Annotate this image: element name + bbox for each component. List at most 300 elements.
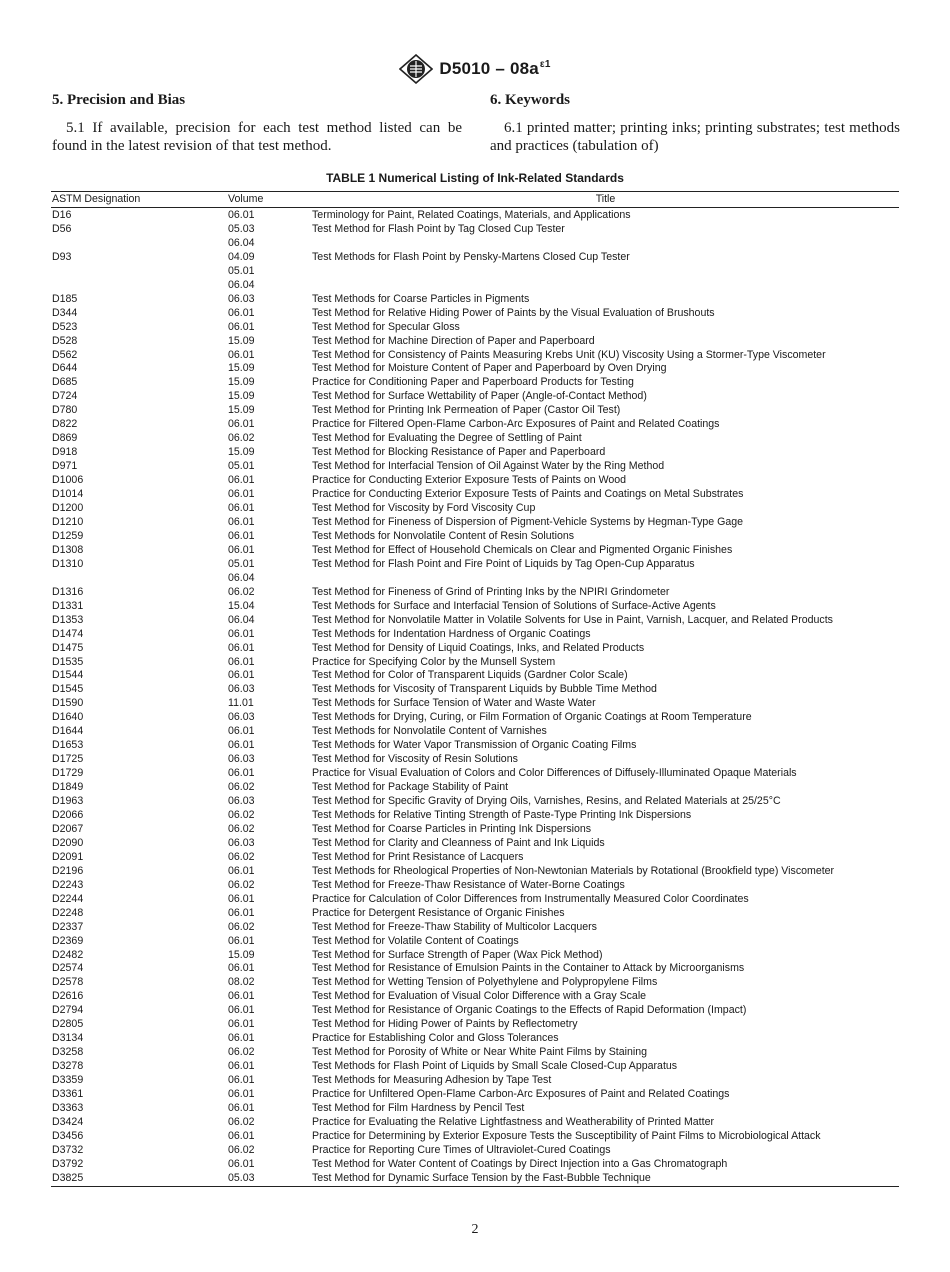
volume-value: 06.01 xyxy=(228,1157,255,1170)
designation-cell: D2805 xyxy=(52,1018,84,1031)
volume-value: 06.03 xyxy=(228,836,255,849)
table-row xyxy=(51,739,899,753)
volume-cell xyxy=(228,823,312,837)
volume-cell xyxy=(228,949,312,963)
volume-value: 06.01 xyxy=(228,767,255,780)
volume-value: 06.01 xyxy=(228,864,255,877)
table-row xyxy=(51,1144,899,1158)
volume-value: 06.01 xyxy=(228,627,255,640)
volume-cell xyxy=(228,474,312,488)
designation-cell: D869 xyxy=(52,432,78,445)
title-cell: Practice for Determining by Exterior Exposure Tests the Susceptibility of Paint Films to Microbiological Attack xyxy=(312,1129,821,1142)
table-row xyxy=(51,669,899,683)
table-row xyxy=(51,1102,899,1116)
designation-cell: D971 xyxy=(52,460,78,473)
designation-cell: D1210 xyxy=(52,515,84,528)
volume-cell xyxy=(228,1032,312,1046)
table-row xyxy=(51,516,899,530)
designation-cell: D344 xyxy=(52,306,78,319)
table-row xyxy=(51,935,899,949)
title-cell: Test Methods for Measuring Adhesion by Tape Test xyxy=(312,1074,552,1087)
section-paragraph: 5.1 If available, precision for each test method listed can be found in the latest revision of that test method. xyxy=(52,120,462,154)
volume-cell xyxy=(228,251,312,293)
volume-cell xyxy=(228,1088,312,1102)
volume-value: 06.04 xyxy=(228,278,255,291)
volume-value: 06.01 xyxy=(228,1060,255,1073)
epsilon-superscript: ε1 xyxy=(539,59,551,71)
designation-cell: D1331 xyxy=(52,599,84,612)
volume-value: 06.01 xyxy=(228,418,255,431)
designation-cell: D1308 xyxy=(52,543,84,556)
volume-value: 06.01 xyxy=(228,502,255,515)
designation-cell: D1590 xyxy=(52,697,84,710)
volume-value: 06.04 xyxy=(228,571,255,584)
title-cell: Practice for Specifying Color by the Munsell System xyxy=(312,655,556,668)
designation-cell: D2248 xyxy=(52,906,84,919)
designation-cell: D2616 xyxy=(52,990,84,1003)
volume-cell xyxy=(228,893,312,907)
title-cell: Test Methods for Flash Point of Liquids by Small Scale Closed-Cup Apparatus xyxy=(312,1060,678,1073)
table-row xyxy=(51,865,899,879)
title-cell: Test Method for Fineness of Dispersion of Pigment-Vehicle Systems by Hegman-Type Gage xyxy=(312,515,744,528)
volume-cell xyxy=(228,1158,312,1172)
designation-cell: D2369 xyxy=(52,934,84,947)
title-cell: Test Methods for Indentation Hardness of Organic Coatings xyxy=(312,627,591,640)
table-row xyxy=(51,893,899,907)
volume-cell xyxy=(228,1130,312,1144)
title-cell: Test Method for Relative Hiding Power of Paints by the Visual Evaluation of Brushouts xyxy=(312,306,715,319)
table-row xyxy=(51,418,899,432)
title-cell: Test Method for Wetting Tension of Polyethylene and Polypropylene Films xyxy=(312,976,658,989)
title-cell: Practice for Calculation of Color Differences from Instrumentally Measured Color Coordinates xyxy=(312,892,749,905)
designation-cell: D918 xyxy=(52,446,78,459)
table-row xyxy=(51,432,899,446)
volume-value: 06.02 xyxy=(228,1143,255,1156)
designation-cell: D2482 xyxy=(52,948,84,961)
title-cell: Test Method for Evaluating the Degree of Settling of Paint xyxy=(312,432,582,445)
volume-value: 06.02 xyxy=(228,1115,255,1128)
table-row xyxy=(51,711,899,725)
title-cell: Test Methods for Flash Point by Pensky-Martens Closed Cup Tester xyxy=(312,250,630,263)
volume-cell xyxy=(228,1046,312,1060)
volume-value: 04.09 xyxy=(228,250,255,263)
table-row xyxy=(51,628,899,642)
designation-cell: D3792 xyxy=(52,1157,84,1170)
table-row xyxy=(51,907,899,921)
volume-value: 06.01 xyxy=(228,488,255,501)
table-row xyxy=(51,335,899,349)
table-row xyxy=(51,767,899,781)
designation-cell: D822 xyxy=(52,418,78,431)
designation-cell: D3732 xyxy=(52,1143,84,1156)
volume-value: 06.03 xyxy=(228,711,255,724)
title-cell: Terminology for Paint, Related Coatings, Materials, and Applications xyxy=(312,209,631,221)
designation-cell: D2243 xyxy=(52,878,84,891)
designation-cell: D2337 xyxy=(52,920,84,933)
designation-cell: D780 xyxy=(52,404,78,417)
designation-cell: D3456 xyxy=(52,1129,84,1142)
table-row xyxy=(51,321,899,335)
designation-cell: D685 xyxy=(52,376,78,389)
designation-cell: D523 xyxy=(52,320,78,333)
volume-cell xyxy=(228,307,312,321)
designation-cell: D1653 xyxy=(52,739,84,752)
table-row xyxy=(51,1018,899,1032)
volume-value: 15.09 xyxy=(228,446,255,459)
table-row xyxy=(51,349,899,363)
title-cell: Practice for Detergent Resistance of Organic Finishes xyxy=(312,906,565,919)
title-cell: Test Method for Nonvolatile Matter in Volatile Solvents for Use in Paint, Varnish, Lacquer, and Related Products xyxy=(312,613,833,626)
table-row xyxy=(51,725,899,739)
volume-cell xyxy=(228,600,312,614)
table-row xyxy=(51,446,899,460)
title-cell: Practice for Conditioning Paper and Paperboard Products for Testing xyxy=(312,376,634,389)
designation-cell: D1474 xyxy=(52,627,84,640)
title-cell: Practice for Unfiltered Open-Flame Carbon-Arc Exposures of Paint and Related Coatings xyxy=(312,1088,730,1101)
table-row xyxy=(51,851,899,865)
volume-cell xyxy=(228,209,312,223)
volume-cell xyxy=(228,335,312,349)
title-cell: Test Method for Interfacial Tension of Oil Against Water by the Ring Method xyxy=(312,460,665,473)
title-cell: Test Method for Viscosity by Ford Viscosity Cup xyxy=(312,502,536,515)
volume-cell xyxy=(228,362,312,376)
volume-cell xyxy=(228,837,312,851)
volume-value: 05.01 xyxy=(228,460,255,473)
header-volume: Volume xyxy=(228,193,264,205)
title-cell: Test Method for Fineness of Grind of Printing Inks by the NPIRI Grindometer xyxy=(312,585,670,598)
title-cell: Test Method for Package Stability of Paint xyxy=(312,781,509,794)
volume-value: 06.02 xyxy=(228,920,255,933)
designation-cell: D56 xyxy=(52,222,72,235)
volume-cell xyxy=(228,1172,312,1186)
table-row xyxy=(51,460,899,474)
table-row xyxy=(51,1116,899,1130)
designation-cell: D3424 xyxy=(52,1115,84,1128)
volume-cell xyxy=(228,460,312,474)
volume-value: 06.01 xyxy=(228,1032,255,1045)
volume-value: 15.09 xyxy=(228,948,255,961)
volume-value: 06.01 xyxy=(228,1088,255,1101)
volume-value: 06.01 xyxy=(228,306,255,319)
table-row xyxy=(51,1074,899,1088)
title-cell: Test Methods for Coarse Particles in Pigments xyxy=(312,292,530,305)
title-cell: Test Methods for Surface Tension of Water and Waste Water xyxy=(312,697,596,710)
title-cell: Test Methods for Water Vapor Transmission of Organic Coating Films xyxy=(312,739,637,752)
title-cell: Test Method for Dynamic Surface Tension by the Fast-Bubble Technique xyxy=(312,1171,651,1184)
volume-cell xyxy=(228,321,312,335)
volume-value: 06.04 xyxy=(228,613,255,626)
volume-cell xyxy=(228,223,312,251)
volume-cell xyxy=(228,1004,312,1018)
table-row xyxy=(51,823,899,837)
designation-cell: D1644 xyxy=(52,725,84,738)
page-header xyxy=(0,54,950,84)
title-cell: Practice for Conducting Exterior Exposure Tests of Paints and Coatings on Metal Substrates xyxy=(312,488,744,501)
volume-value: 06.01 xyxy=(228,543,255,556)
title-cell: Test Method for Flash Point by Tag Closed Cup Tester xyxy=(312,222,565,235)
title-cell: Practice for Conducting Exterior Exposure Tests of Paints on Wood xyxy=(312,474,627,487)
volume-value: 06.01 xyxy=(228,1102,255,1114)
volume-value: 06.01 xyxy=(228,990,255,1003)
title-cell: Test Method for Resistance of Organic Coatings to the Effects of Rapid Deformation (Impact) xyxy=(312,1004,747,1017)
section-keywords xyxy=(490,92,900,155)
title-cell: Test Method for Water Content of Coatings by Direct Injection into a Gas Chromatograph xyxy=(312,1157,728,1170)
table-header-row xyxy=(51,192,899,208)
volume-value: 15.09 xyxy=(228,390,255,403)
volume-cell xyxy=(228,656,312,670)
volume-value: 15.09 xyxy=(228,404,255,417)
volume-cell xyxy=(228,935,312,949)
designation-cell: D3363 xyxy=(52,1102,84,1114)
title-cell: Test Method for Printing Ink Permeation of Paper (Castor Oil Test) xyxy=(312,404,621,417)
title-cell: Test Method for Print Resistance of Lacquers xyxy=(312,850,524,863)
page-number: 2 xyxy=(471,1222,479,1237)
volume-cell xyxy=(228,628,312,642)
table-row xyxy=(51,362,899,376)
volume-value: 06.01 xyxy=(228,669,255,682)
title-cell: Test Method for Clarity and Cleanness of Paint and Ink Liquids xyxy=(312,836,605,849)
table-row xyxy=(51,809,899,823)
volume-cell xyxy=(228,1074,312,1088)
volume-value: 06.01 xyxy=(228,641,255,654)
table-row xyxy=(51,879,899,893)
designation-cell: D1545 xyxy=(52,683,84,696)
designation-cell: D1014 xyxy=(52,488,84,501)
designation-cell: D1535 xyxy=(52,655,84,668)
title-cell: Test Method for Viscosity of Resin Solutions xyxy=(312,753,518,766)
volume-value: 05.01 xyxy=(228,264,255,277)
table-row xyxy=(51,390,899,404)
title-cell: Test Method for Hiding Power of Paints by Reflectometry xyxy=(312,1018,578,1031)
volume-cell xyxy=(228,683,312,697)
designation-cell: D562 xyxy=(52,348,78,361)
volume-cell xyxy=(228,1116,312,1130)
volume-value: 06.02 xyxy=(228,585,255,598)
designation-cell: D3134 xyxy=(52,1032,84,1045)
designation-cell: D1259 xyxy=(52,529,84,542)
title-cell: Test Method for Resistance of Emulsion Paints in the Container to Attack by Microorganisms xyxy=(312,962,745,975)
volume-value: 11.01 xyxy=(228,697,254,710)
volume-cell xyxy=(228,432,312,446)
table-row xyxy=(51,990,899,1004)
volume-cell xyxy=(228,851,312,865)
designation-cell: D2196 xyxy=(52,864,84,877)
designation-cell: D1316 xyxy=(52,585,84,598)
designation-cell: D2090 xyxy=(52,836,84,849)
title-cell: Test Methods for Viscosity of Transparent Liquids by Bubble Time Method xyxy=(312,683,657,696)
table-body xyxy=(51,208,899,1186)
volume-value: 06.02 xyxy=(228,878,255,891)
designation-cell: D2244 xyxy=(52,892,84,905)
table-row xyxy=(51,962,899,976)
volume-cell xyxy=(228,1060,312,1074)
volume-cell xyxy=(228,530,312,544)
table-row xyxy=(51,837,899,851)
table-row xyxy=(51,209,899,223)
table-row xyxy=(51,474,899,488)
table-row xyxy=(51,404,899,418)
section-heading: 6. Keywords xyxy=(490,92,570,108)
volume-cell xyxy=(228,767,312,781)
table-row xyxy=(51,781,899,795)
title-cell: Test Method for Surface Wettability of Paper (Angle-of-Contact Method) xyxy=(312,390,647,403)
table-row xyxy=(51,1172,899,1186)
designation-cell: D1544 xyxy=(52,669,84,682)
volume-value: 06.01 xyxy=(228,1129,255,1142)
title-cell: Test Method for Moisture Content of Paper and Paperboard by Oven Drying xyxy=(312,362,667,375)
designation-cell: D1725 xyxy=(52,753,84,766)
title-cell: Test Method for Porosity of White or Near White Paint Films by Staining xyxy=(312,1046,648,1059)
title-cell: Test Methods for Drying, Curing, or Film Formation of Organic Coatings at Room Temperature xyxy=(312,711,752,724)
table-row xyxy=(51,307,899,321)
title-cell: Practice for Visual Evaluation of Colors and Color Differences of Diffusely-Illuminated Opaque Materials xyxy=(312,767,797,780)
volume-value: 06.02 xyxy=(228,850,255,863)
table-row xyxy=(51,697,899,711)
volume-cell xyxy=(228,976,312,990)
table-row xyxy=(51,642,899,656)
document-designation: $D5010 - 08a^{\varepsilon 1}$ xyxy=(439,59,551,78)
volume-value: 06.01 xyxy=(228,1074,255,1087)
title-cell: Test Method for Blocking Resistance of Paper and Paperboard xyxy=(312,446,606,459)
designation-cell: D3258 xyxy=(52,1046,84,1059)
title-cell: Test Method for Specular Gloss xyxy=(312,320,460,333)
title-cell: Test Method for Surface Strength of Paper (Wax Pick Method) xyxy=(312,948,603,961)
title-cell: Test Methods for Nonvolatile Content of Resin Solutions xyxy=(312,529,575,542)
volume-cell xyxy=(228,544,312,558)
volume-value: 06.01 xyxy=(228,962,255,975)
table-row xyxy=(51,976,899,990)
table-row xyxy=(51,530,899,544)
table-row xyxy=(51,656,899,670)
volume-cell xyxy=(228,725,312,739)
title-cell: Test Method for Film Hardness by Pencil Test xyxy=(312,1102,525,1114)
volume-cell xyxy=(228,669,312,683)
table-row xyxy=(51,683,899,697)
volume-value: 06.01 xyxy=(228,209,255,221)
designation-cell: D644 xyxy=(52,362,78,375)
table-row xyxy=(51,753,899,767)
volume-cell xyxy=(228,1018,312,1032)
table-row xyxy=(51,586,899,600)
volume-value: 06.04 xyxy=(228,236,255,249)
designation-cell: D185 xyxy=(52,292,78,305)
volume-value: 06.03 xyxy=(228,795,255,808)
designation-cell: D1849 xyxy=(52,781,84,794)
designation-cell: D1475 xyxy=(52,641,84,654)
volume-cell xyxy=(228,390,312,404)
volume-value: 06.02 xyxy=(228,1046,255,1059)
designation-cell: D16 xyxy=(52,209,72,221)
volume-cell xyxy=(228,879,312,893)
table-row xyxy=(51,376,899,390)
title-cell: Test Method for Specific Gravity of Drying Oils, Varnishes, Resins, and Related Materials at 25/25°C xyxy=(312,795,781,808)
volume-value: 06.01 xyxy=(228,529,255,542)
volume-value: 06.01 xyxy=(228,348,255,361)
title-cell: Practice for Filtered Open-Flame Carbon-Arc Exposures of Paint and Related Coatings xyxy=(312,418,720,431)
title-cell: Test Methods for Surface and Interfacial Tension of Solutions of Surface-Active Agents xyxy=(312,599,716,612)
volume-cell xyxy=(228,907,312,921)
title-cell: Test Method for Density of Liquid Coatings, Inks, and Related Products xyxy=(312,641,645,654)
volume-cell xyxy=(228,990,312,1004)
volume-value: 06.02 xyxy=(228,432,255,445)
section-paragraph: 6.1 printed matter; printing inks; printing substrates; test methods and practices (tabulation of) xyxy=(490,120,900,154)
volume-cell xyxy=(228,516,312,530)
volume-cell xyxy=(228,865,312,879)
volume-cell xyxy=(228,1144,312,1158)
volume-value: 15.04 xyxy=(228,599,255,612)
designation-cell: D528 xyxy=(52,334,78,347)
title-cell: Practice for Establishing Color and Gloss Tolerances xyxy=(312,1032,559,1045)
designation-cell: D724 xyxy=(52,390,78,403)
volume-value: 05.03 xyxy=(228,1171,255,1184)
designation-cell: D3825 xyxy=(52,1171,84,1184)
volume-cell xyxy=(228,962,312,976)
table-row xyxy=(51,1158,899,1172)
volume-cell xyxy=(228,809,312,823)
volume-cell xyxy=(228,711,312,725)
table-row xyxy=(51,488,899,502)
volume-value: 06.01 xyxy=(228,515,255,528)
volume-value: 06.01 xyxy=(228,655,255,668)
title-cell: Test Methods for Nonvolatile Content of Varnishes xyxy=(312,725,547,738)
table-row xyxy=(51,1130,899,1144)
volume-cell xyxy=(228,1102,312,1116)
section-heading: 5. Precision and Bias xyxy=(52,92,186,108)
table-row xyxy=(51,558,899,586)
volume-cell xyxy=(228,781,312,795)
volume-value: 06.01 xyxy=(228,725,255,738)
title-cell: Test Method for Volatile Content of Coatings xyxy=(312,934,519,947)
table-row xyxy=(51,293,899,307)
volume-cell xyxy=(228,418,312,432)
volume-value: 06.01 xyxy=(228,739,255,752)
volume-cell xyxy=(228,697,312,711)
table-row xyxy=(51,1088,899,1102)
table-row xyxy=(51,1060,899,1074)
title-cell: Test Method for Freeze-Thaw Resistance of Water-Borne Coatings xyxy=(312,878,625,891)
volume-value: 06.01 xyxy=(228,1004,255,1017)
table-row xyxy=(51,251,899,293)
volume-value: 06.01 xyxy=(228,1018,255,1031)
designation-cell: D2091 xyxy=(52,850,84,863)
volume-cell xyxy=(228,502,312,516)
designation-cell: D2067 xyxy=(52,822,84,835)
table-row xyxy=(51,795,899,809)
volume-cell xyxy=(228,488,312,502)
table-row xyxy=(51,544,899,558)
table-row xyxy=(51,949,899,963)
volume-cell xyxy=(228,642,312,656)
designation-cell: D1006 xyxy=(52,474,84,487)
title-cell: Test Methods for Rheological Properties of Non-Newtonian Materials by Rotational (Brookfield type) Viscometer xyxy=(312,864,835,877)
table-title: TABLE 1 Numerical Listing of Ink-Related Standards xyxy=(326,171,624,185)
volume-cell xyxy=(228,376,312,390)
volume-cell xyxy=(228,921,312,935)
title-cell: Practice for Reporting Cure Times of Ultraviolet-Cured Coatings xyxy=(312,1143,611,1156)
volume-value: 06.02 xyxy=(228,781,255,794)
title-cell: Test Method for Consistency of Paints Measuring Krebs Unit (KU) Viscosity Using a Stormer-Type Viscometer xyxy=(312,348,826,361)
designation-cell: D3361 xyxy=(52,1088,84,1101)
designation-cell: D1310 xyxy=(52,557,84,570)
table-row xyxy=(51,1032,899,1046)
designation-cell: D2574 xyxy=(52,962,84,975)
standards-table xyxy=(51,191,899,1187)
volume-value: 06.03 xyxy=(228,753,255,766)
designation-cell: D2578 xyxy=(52,976,84,989)
title-cell: Test Methods for Relative Tinting Strength of Paste-Type Printing Ink Dispersions xyxy=(312,808,692,821)
designation-cell: D2066 xyxy=(52,808,84,821)
designation-cell: D1640 xyxy=(52,711,84,724)
